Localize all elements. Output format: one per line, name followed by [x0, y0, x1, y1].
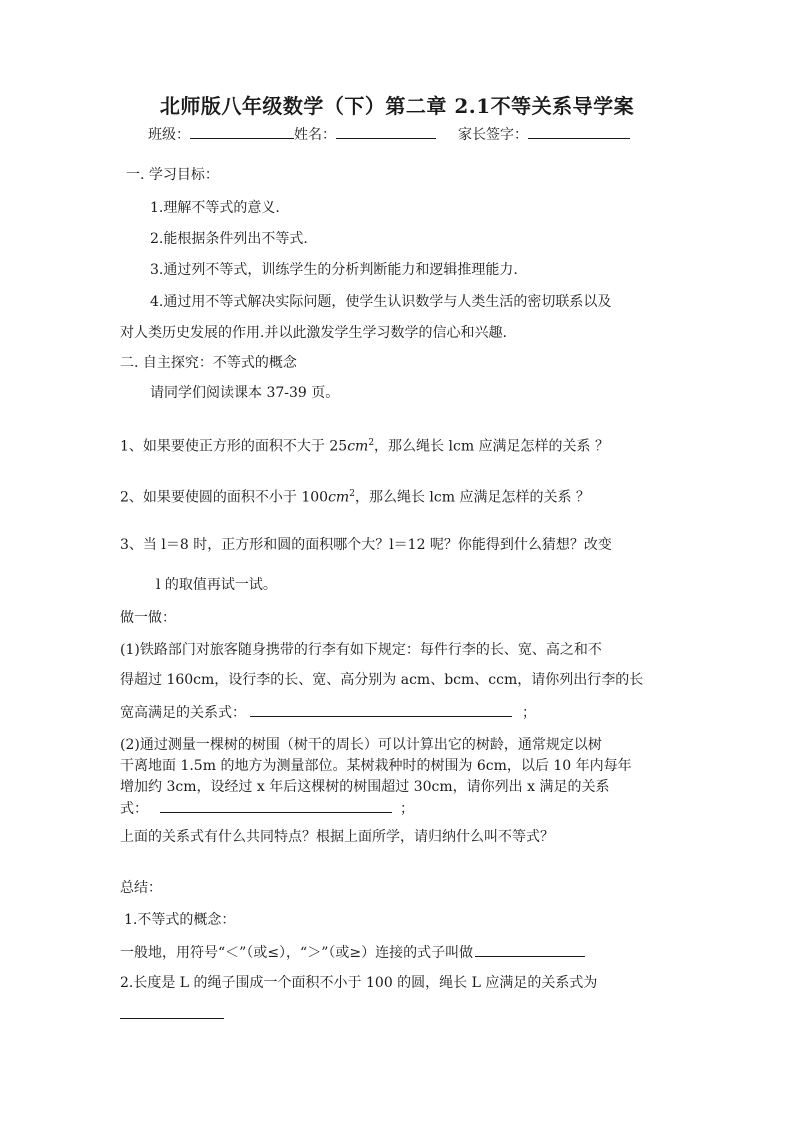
- reflection-question: 上面的关系式有什么共同特点？根据上面所学，请归纳什么叫不等式？: [120, 829, 554, 845]
- question-2-exponent: 2: [349, 489, 355, 499]
- semicolon: ；: [400, 801, 414, 817]
- doit-problem-2-line: 增加约 3cm，设经过 x 年后这棵树的树围超过 30cm，请你列出 x 满足的关系: [120, 779, 610, 795]
- name-blank[interactable]: [336, 124, 436, 139]
- answer-blank-1[interactable]: [250, 702, 512, 717]
- answer-blank-4[interactable]: [120, 1004, 224, 1019]
- summary-item-2-answer: [120, 1004, 224, 1025]
- question-2-text: 2、如果要使圆的面积不小于: [120, 489, 302, 506]
- doit-heading: 做一做：: [120, 610, 176, 626]
- class-blank[interactable]: [190, 124, 294, 139]
- header-fields: [148, 124, 630, 145]
- semicolon: ；: [522, 705, 536, 721]
- class-label: 班级：: [148, 127, 190, 143]
- section-heading-exploration: 二. 自主探究：不等式的概念: [120, 355, 297, 371]
- question-1-unit: cm: [347, 438, 369, 455]
- summary-item-1-text: 一般地，用符号“＜”（或≤），“＞”（或≥）连接的式子叫做: [120, 945, 474, 961]
- answer-blank-3[interactable]: [475, 942, 585, 957]
- doit-problem-1: (1)铁路部门对旅客随身携带的行李有如下规定：每件行李的长、宽、高之和不: [120, 642, 602, 658]
- summary-item-1-line: [120, 942, 585, 963]
- question-2-value: 100: [301, 489, 329, 506]
- question-1-value: 25: [329, 438, 348, 455]
- objective-item-continued: 对人类历史发展的作用.并以此激发学生学习数学的信心和兴趣.: [120, 325, 507, 341]
- question-2: [120, 484, 590, 508]
- objective-item: 2.能根据条件列出不等式.: [150, 231, 308, 247]
- doit-problem-1-prompt: 宽高满足的关系式：: [120, 705, 246, 721]
- parent-signature-label: 家长签字：: [458, 127, 528, 143]
- doit-problem-2: (2)通过测量一棵树的树围（树干的周长）可以计算出它的树龄，通常规定以树: [120, 737, 602, 753]
- reading-instruction: 请同学们阅读课本 37-39 页。: [150, 385, 340, 401]
- doit-problem-2-line: 干离地面 1.5m 的地方为测量部位。某树栽种时的树围为 6cm，以后 10 年内每年: [120, 758, 632, 774]
- doit-problem-2-prompt: 式：: [120, 801, 148, 817]
- question-1-text: 1、如果要使正方形的面积不大于: [120, 438, 330, 455]
- question-3-continued: l 的取值再试一试。: [156, 577, 277, 593]
- doit-problem-1-line: 得超过 160cm，设行李的长、宽、高分别为 acm、bcm、ccm，请你列出行李的长: [120, 672, 644, 688]
- question-1-exponent: 2: [368, 438, 375, 448]
- doit-problem-2-answer-line: [120, 798, 414, 819]
- answer-blank-2[interactable]: [160, 798, 392, 813]
- page-title: 北师版八年级数学（下）第二章 2.1不等关系导学案: [159, 94, 635, 118]
- question-1-rest: ，那么绳长 lcm 应满足怎样的关系 ？: [374, 438, 609, 455]
- summary-item-2: 2.长度是 L 的绳子围成一个面积不小于 100 的圆，绳长 L 应满足的关系式为: [120, 975, 598, 991]
- question-3: 3、当 l＝8 时，正方形和圆的面积哪个大？l＝12 呢？你能得到什么猜想？改变: [120, 537, 612, 553]
- parent-signature-blank[interactable]: [528, 124, 630, 139]
- name-label: 姓名：: [294, 127, 336, 143]
- summary-item-1: 1.不等式的概念：: [124, 912, 236, 928]
- doit-problem-1-answer-line: [120, 702, 536, 723]
- objective-item: 1.理解不等式的意义.: [150, 200, 280, 216]
- summary-heading: 总结：: [120, 880, 162, 896]
- objective-item: 4.通过用不等式解决实际问题，使学生认识数学与人类生活的密切联系以及: [150, 294, 612, 310]
- section-heading-objectives: 一. 学习目标：: [126, 167, 219, 183]
- question-2-rest: ，那么绳长 lcm 应满足怎样的关系 ？: [354, 489, 590, 506]
- question-2-unit: cm: [328, 489, 350, 506]
- objective-item: 3.通过列不等式，训练学生的分析判断能力和逻辑推理能力.: [150, 262, 518, 278]
- question-1: [120, 433, 609, 457]
